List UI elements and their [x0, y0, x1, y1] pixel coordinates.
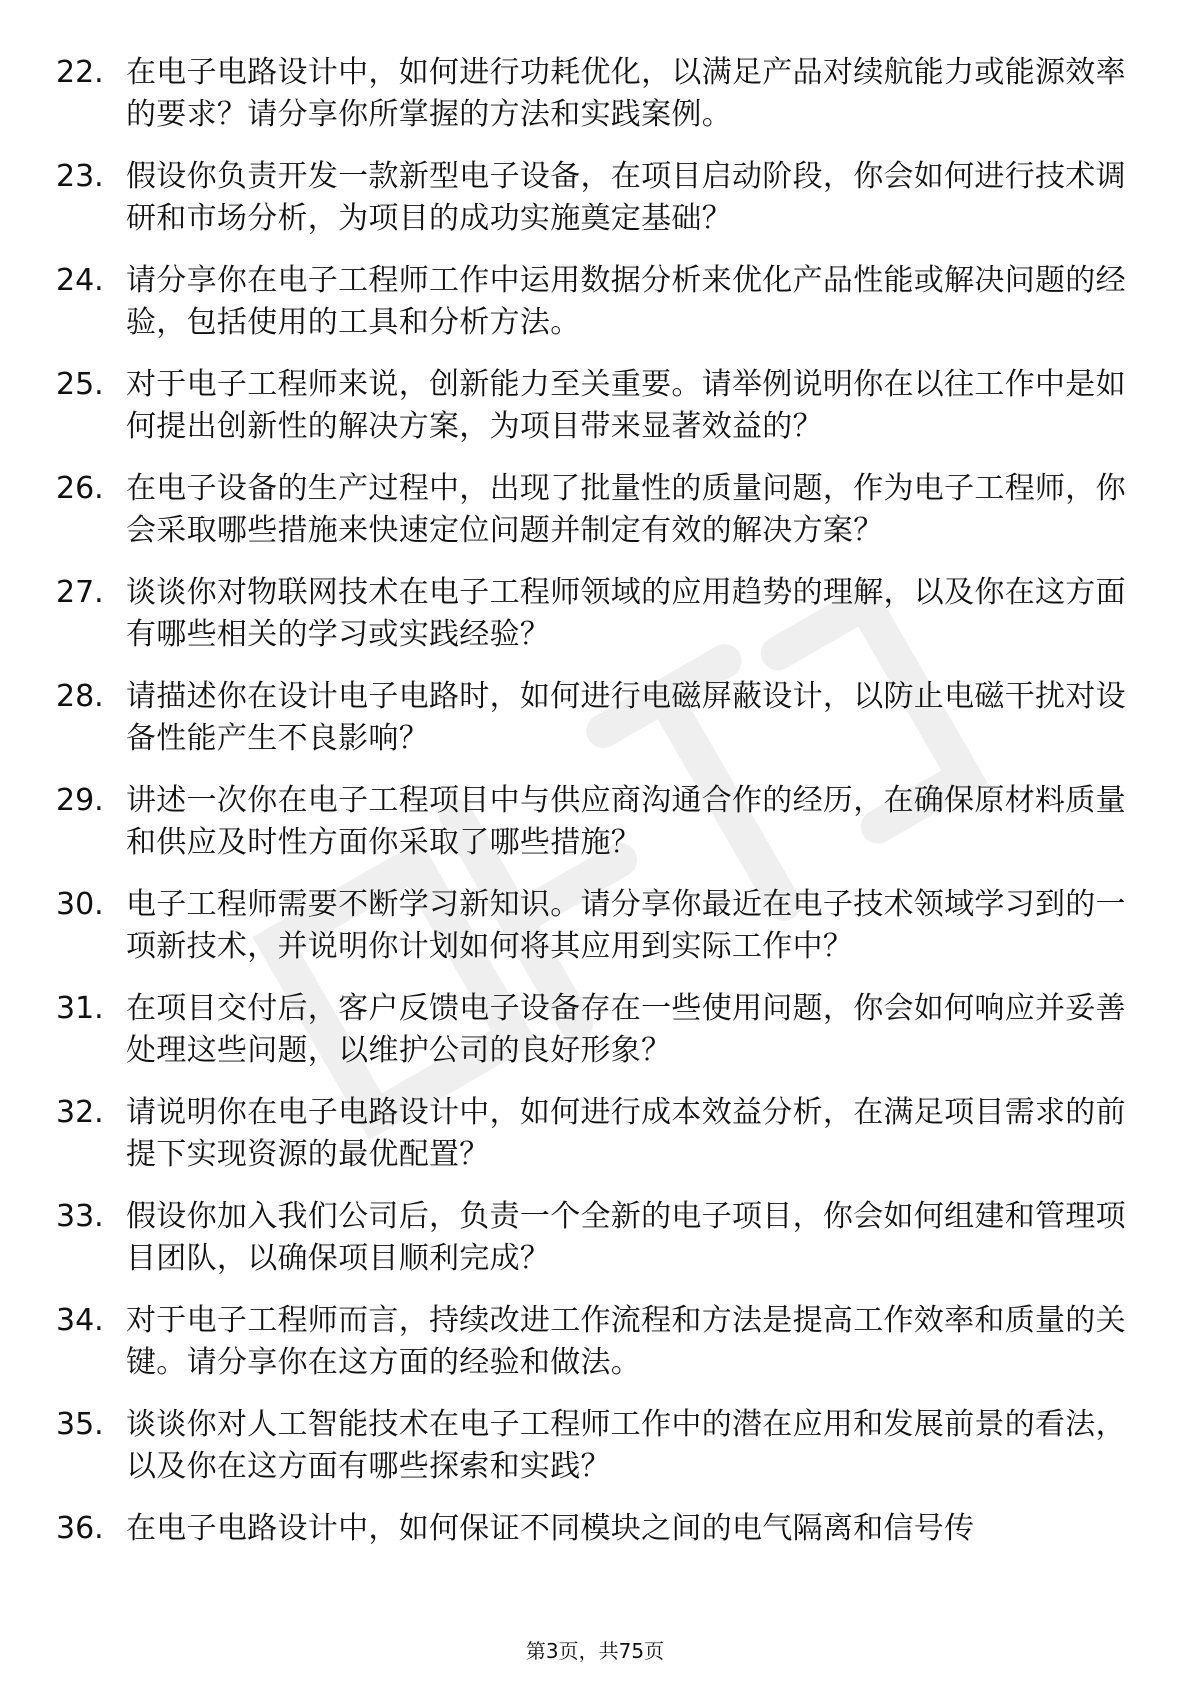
question-number: 28. — [56, 679, 104, 714]
question-item — [56, 1092, 1136, 1176]
question-text: 对于电子工程师来说，创新能力至关重要。请举例说明你在以往工作中是如何提出创新性的解决方案，为项目带来显著效益的？ — [126, 367, 1126, 444]
question-item — [56, 780, 1136, 864]
question-list — [56, 52, 1136, 1570]
question-number: 34. — [56, 1303, 104, 1338]
question-text: 在电子设备的生产过程中，出现了批量性的质量问题，作为电子工程师，你会采取哪些措施来快速定位问题并制定有效的解决方案？ — [126, 471, 1126, 548]
question-item — [56, 1404, 1136, 1488]
question-text: 电子工程师需要不断学习新知识。请分享你最近在电子技术领域学习到的一项新技术，并说明你计划如何将其应用到实际工作中？ — [126, 887, 1126, 964]
question-item — [56, 1508, 1136, 1550]
question-item — [56, 260, 1136, 344]
question-number: 27. — [56, 575, 104, 610]
question-text: 假设你加入我们公司后，负责一个全新的电子项目，你会如何组建和管理项目团队，以确保项目顺利完成？ — [126, 1199, 1126, 1276]
question-number: 23. — [56, 159, 104, 194]
question-item — [56, 676, 1136, 760]
page-footer: 第3页，共75页 — [525, 1639, 665, 1663]
question-item — [56, 1196, 1136, 1280]
question-text: 谈谈你对人工智能技术在电子工程师工作中的潜在应用和发展前景的看法，以及你在这方面有哪些探索和实践？ — [126, 1407, 1126, 1484]
question-number: 36. — [56, 1511, 104, 1546]
question-text: 讲述一次你在电子工程项目中与供应商沟通合作的经历，在确保原材料质量和供应及时性方面你采取了哪些措施？ — [126, 783, 1126, 860]
question-text: 请说明你在电子电路设计中，如何进行成本效益分析，在满足项目需求的前提下实现资源的最优配置？ — [126, 1095, 1126, 1172]
question-item — [56, 1300, 1136, 1384]
question-item — [56, 884, 1136, 968]
question-text: 假设你负责开发一款新型电子设备，在项目启动阶段，你会如何进行技术调研和市场分析，为项目的成功实施奠定基础？ — [126, 159, 1126, 236]
question-item — [56, 364, 1136, 448]
question-item — [56, 52, 1136, 136]
question-number: 26. — [56, 471, 104, 506]
question-number: 32. — [56, 1095, 104, 1130]
question-text: 在项目交付后，客户反馈电子设备存在一些使用问题，你会如何响应并妥善处理这些问题，以维护公司的良好形象？ — [126, 991, 1126, 1068]
question-number: 25. — [56, 367, 104, 402]
question-number: 31. — [56, 991, 104, 1026]
question-item — [56, 468, 1136, 552]
question-number: 35. — [56, 1407, 104, 1442]
question-number: 30. — [56, 887, 104, 922]
question-text: 谈谈你对物联网技术在电子工程师领域的应用趋势的理解，以及你在这方面有哪些相关的学习或实践经验？ — [126, 575, 1126, 652]
question-number: 29. — [56, 783, 104, 818]
question-item — [56, 156, 1136, 240]
question-text: 对于电子工程师而言，持续改进工作流程和方法是提高工作效率和质量的关键。请分享你在这方面的经验和做法。 — [126, 1303, 1126, 1380]
question-text: 在电子电路设计中，如何进行功耗优化，以满足产品对续航能力或能源效率的要求？请分享你所掌握的方法和实践案例。 — [126, 55, 1126, 132]
question-number: 22. — [56, 55, 104, 90]
question-item — [56, 988, 1136, 1072]
question-text: 请描述你在设计电子电路时，如何进行电磁屏蔽设计，以防止电磁干扰对设备性能产生不良影响？ — [126, 679, 1126, 756]
question-text: 请分享你在电子工程师工作中运用数据分析来优化产品性能或解决问题的经验，包括使用的工具和分析方法。 — [126, 263, 1126, 340]
question-text: 在电子电路设计中，如何保证不同模块之间的电气隔离和信号传 — [126, 1511, 975, 1546]
question-number: 24. — [56, 263, 104, 298]
question-number: 33. — [56, 1199, 104, 1234]
question-item — [56, 572, 1136, 656]
